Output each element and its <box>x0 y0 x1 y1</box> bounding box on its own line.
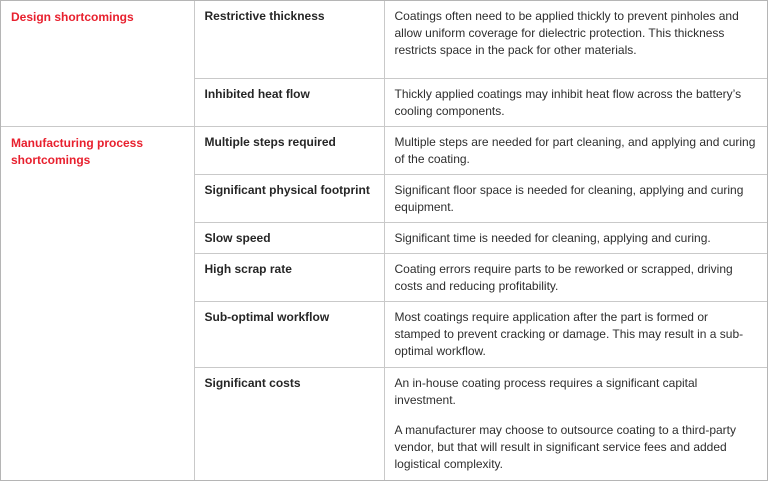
description-cell <box>384 174 767 222</box>
description-cell <box>384 126 767 174</box>
description-text: A manufacturer may choose to outsource coating to a third-party vendor, but that will result in significant service fees and added logistical complexity. <box>394 422 737 471</box>
category-manufacturing-process-shortcomings: Manufacturing process shortcomings <box>1 126 194 480</box>
description-text: Most coatings require application after the part is formed or stamped to prevent cracking or damage. This may result in a sub-optimal workflow. <box>394 309 744 358</box>
issue-multiple-steps-required: Multiple steps required <box>194 126 384 174</box>
description-cell <box>384 78 767 126</box>
description-text: Significant floor space is needed for cleaning, applying and curing equipment. <box>394 182 744 214</box>
description-cell <box>384 367 767 480</box>
table-row <box>1 1 767 78</box>
description-text: Coatings often need to be applied thickly to prevent pinholes and allow uniform coverage for dielectric protection. This thickness restricts space in the pack for other materials. <box>394 9 739 57</box>
issue-significant-physical-footprint: Significant physical footprint <box>194 174 384 222</box>
table-row <box>1 126 767 174</box>
issue-significant-costs: Significant costs <box>194 367 384 480</box>
description-text: Multiple steps are needed for part cleaning, and applying and curing of the coating. <box>394 134 756 166</box>
category-design-shortcomings: Design shortcomings <box>1 1 194 126</box>
issue-high-scrap-rate: High scrap rate <box>194 253 384 301</box>
description-cell <box>384 301 767 367</box>
shortcomings-table <box>1 1 767 481</box>
issue-slow-speed: Slow speed <box>194 222 384 253</box>
description-text: Thickly applied coatings may inhibit heat flow across the battery’s cooling components. <box>394 86 742 118</box>
description-cell <box>384 253 767 301</box>
description-cell <box>384 222 767 253</box>
description-cell <box>384 1 767 78</box>
issue-restrictive-thickness: Restrictive thickness <box>194 1 384 78</box>
description-text: An in-house coating process requires a significant capital investment. <box>394 375 698 407</box>
issue-inhibited-heat-flow: Inhibited heat flow <box>194 78 384 126</box>
description-text: Coating errors require parts to be reworked or scrapped, driving costs and reducing profitability. <box>394 261 733 293</box>
issue-sub-optimal-workflow: Sub-optimal workflow <box>194 301 384 367</box>
description-text: Significant time is needed for cleaning, applying and curing. <box>394 230 711 245</box>
